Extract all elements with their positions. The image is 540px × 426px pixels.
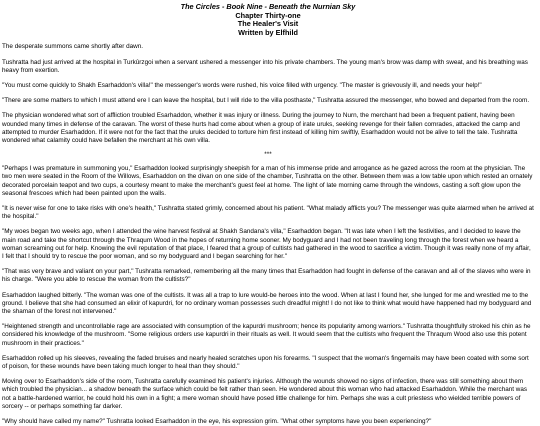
paragraph: Esarhaddon rolled up his sleeves, revealing the faded bruises and nearly healed scratches upon his forearms. "I suspect that the woman's fingernails may have been coated with some sort of poison, for these wounds have been taking much longer to heal than they should." [2, 354, 529, 371]
chapter-number: Chapter Thirty-one [235, 10, 301, 20]
paragraph: Moving over to Esarhaddon's side of the room, Tushratta carefully examined his patient's injuries. Although the wounds showed no signs of infection, there was still something about them which troubled the physician... a shadow beneath the surface which could be felt rather than seen. He wondered about this woman who had attacked Esarhaddon. While the merchant was not a battle-hardened warrior, he could hold his own in a fight; a mere woman should have posed little challenge for him. Perhaps she was a cult priestess who wielded terrible powers of sorcery -- or perhaps something far darker. [2, 378, 528, 410]
paragraph: "There are some matters to which I must attend ere I can leave the hospital, but I will ride to the villa posthaste," Tushratta assured the messenger, who bowed and departed from the room. [2, 97, 530, 105]
series-title: The Circles - Book Nine - Beneath the Nurnian Sky [180, 2, 356, 11]
section-break: *** [264, 151, 272, 159]
story-body-part-1 [2, 43, 534, 145]
document-page [0, 2, 536, 426]
paragraph: "You must come quickly to Shakh Esarhaddon's villa!" the messenger's words were rushed, his voice filled with urgency. "The master is grievously ill, and needs your help!" [2, 81, 482, 89]
paragraph: Esarhaddon laughed bitterly. "The woman was one of the cultists. It was all a trap to lure would-be heroes into the wood. When at last I found her, she lunged for me and wrestled me to the ground. I believe that she had consumed an elixir of kapurdri, for no ordinary woman possesses such dreadful might! I do not like to think what would have happened had my bodyguard and the shaman of the forest not intervened." [2, 291, 532, 316]
document-header [2, 3, 534, 37]
paragraph: "Heightened strength and uncontrollable rage are associated with consumption of the kapurdri mushroom; hence its popularity among warriors." Tushratta thoughtfully stroked his chin as he considered his knowledge of the mushroom. "Some religious orders use kapurdri in their rituals as well. It would seem that the cultists who frequent the Thraqum Wood also use this potent mushroom in their practices." [2, 323, 531, 347]
author-credit: Written by Elfhild [238, 27, 298, 37]
paragraph: The desperate summons came shortly after dawn. [2, 43, 144, 51]
story-body-part-2 [2, 165, 534, 426]
paragraph: "My woes began two weeks ago, when I attended the wine harvest festival at Shakh Sandana's villa," Esarhaddon began. "It was late when I left the festivities, and I decided to leave the main road and take the shortcut through the Thraqum Wood in the hopes of returning home sooner. My bodyguard and I had not been traveling long through the forest when we heard a woman screaming out for help. Knowing the evil reputation of that place, I feared that a group of cultists had gathered in the wood to sacrifice a victim. Though it was really none of my affair, I felt that I should try to rescue the poor woman, and so my bodyguard and I began searching for her." [2, 228, 531, 261]
paragraph: "Perhaps I was premature in summoning you," Esarhaddon looked surprisingly sheepish for a man of his immense pride and arrogance as he gazed across the room at the physician. The two men were seated in the Room of the Willows, Esarhaddon on the divan on one side of the chamber, Tushratta on the other. Between them was a low table upon which rested an ornately decorated porcelain teapot and two cups, a courtesy meant to make the merchant's guest feel at home. The light of late morning came through the windows, casting a soft glow upon the seasonal frescoes which had been painted upon the walls. [2, 165, 533, 197]
chapter-title: The Healer's Visit [237, 19, 299, 29]
paragraph: The physician wondered what sort of affliction troubled Esarhaddon, whether it was injury or illness. During the journey to Nurn, the merchant had been a frequent patient, having been wounded many times in defense of the caravan. The worst of these hurts had come about when a group of irate uruks, seeking revenge for their fallen comrades, attacked the camp and attempted to murder Esarhaddon. If it were not for the fact that the uruks decided to torture him first instead of killing him swiftly, Esarhaddon would not be alive to tell the tale. Tushratta wondered what calamity could have befallen the merchant at his own villa. [2, 112, 520, 144]
paragraph: "Why should have called my name?" Tushratta looked Esarhaddon in the eye, his expression grim. "What other symptoms have you been experiencing?" [2, 418, 432, 426]
paragraph: "That was very brave and valiant on your part," Tushratta remarked, remembering all the many times that Esarhaddon had fought in defense of the caravan and all of the slaves who were in his charge. "Were you able to rescue the woman from the cultists?" [2, 268, 531, 284]
paragraph: "It is never wise for one to take risks with one's health," Tushratta stated grimly, concerned about his patient. "What malady afflicts you? The messenger was quite alarmed when he arrived at the hospital." [2, 205, 534, 221]
paragraph: Tushratta had just arrived at the hospital in Turkûrzgoi when a servant ushered a messenger into his private chambers. The young man's brow was damp with sweat, and his breathing was heavy from exertion. [2, 58, 528, 74]
